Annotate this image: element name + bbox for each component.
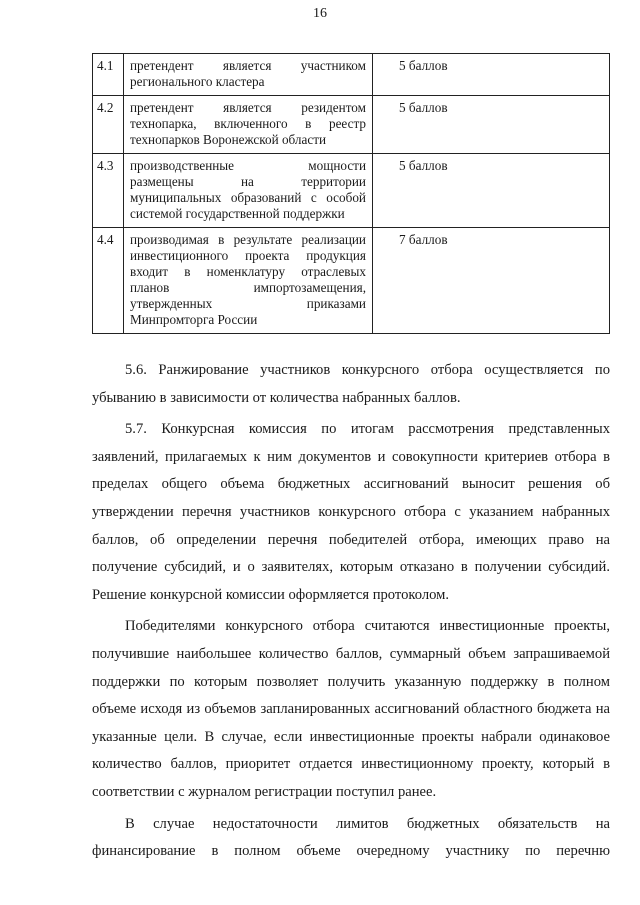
row-score: 5 баллов [373, 154, 610, 228]
desc-line: претендент является участником [130, 58, 366, 73]
desc-line: входит в номенклатуру отраслевых [130, 264, 366, 279]
desc-line: претендент является резидентом [130, 100, 366, 115]
table-row [93, 96, 610, 154]
table-row [93, 228, 610, 334]
paragraph-5-6: 5.6. Ранжирование участников конкурсного отбора осуществляется по убыванию в зависимости от количества набранных баллов. [92, 362, 610, 406]
row-description [124, 54, 373, 96]
table-row [93, 54, 610, 96]
row-number: 4.4 [93, 228, 124, 334]
desc-line: инвестиционного проекта продукция [130, 248, 366, 263]
criteria-table [92, 53, 610, 334]
row-score: 7 баллов [373, 228, 610, 334]
paragraph-winners: Победителями конкурсного отбора считаются инвестиционные проекты, получившие наибольшее количество баллов, суммарный объем запрашиваемой поддержки по которым позволяет получить указанную поддержку в полном объеме исходя из объемов запланированных ассигнований областного бюджета на указанные цели. В случае, если инвестиционные проекты набрали одинаковое количество баллов, приоритет отдается инвестиционному проекту, который в соответствии с журналом регистрации поступил ранее. [92, 618, 610, 800]
desc-line: технопарка, включенного в реестр [130, 116, 366, 131]
desc-line: утвержденных приказами [130, 296, 366, 311]
desc-line: регионального кластера [130, 74, 265, 89]
row-number: 4.2 [93, 96, 124, 154]
row-score: 5 баллов [373, 96, 610, 154]
paragraph-insufficient-limits: В случае недостаточности лимитов бюджетных обязательств на финансирование в полном объеме очередному участнику по перечню [92, 815, 610, 860]
desc-line: муниципальных образований с особой [130, 190, 366, 205]
desc-line: производимая в результате реализации [130, 232, 366, 247]
table-row [93, 154, 610, 228]
row-description [124, 96, 373, 154]
desc-line: системой государственной поддержки [130, 206, 345, 221]
row-score: 5 баллов [373, 54, 610, 96]
desc-line: размещены на территории [130, 174, 366, 189]
row-description [124, 228, 373, 334]
desc-line: Минпромторга России [130, 312, 258, 327]
desc-line: производственные мощности [130, 158, 366, 173]
desc-line: технопарков Воронежской области [130, 132, 327, 147]
page-number: 16 [313, 6, 327, 21]
row-number: 4.3 [93, 154, 124, 228]
row-description [124, 154, 373, 228]
desc-line: планов импортозамещения, [130, 280, 366, 295]
paragraph-5-7: 5.7. Конкурсная комиссия по итогам рассмотрения представленных заявлений, прилагаемых к ним документов и совокупности критериев отбора в пределах общего объема бюджетных ассигнований выносит решения об утверждении перечня участников конкурсного отбора с указанием набранных баллов, об определении перечня победителей отбора, имеющих право на получение субсидий, и о заявителях, которым отказано в получении субсидий. Решение конкурсной комиссии оформляется протоколом. [92, 421, 610, 603]
body-text [92, 357, 610, 866]
row-number: 4.1 [93, 54, 124, 96]
